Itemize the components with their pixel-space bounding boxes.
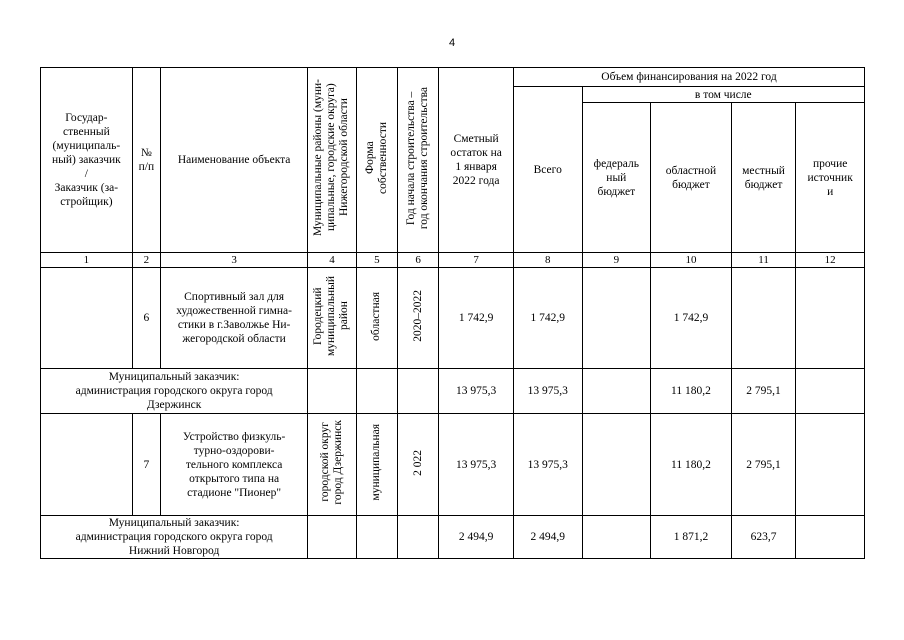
regional-value: 11 180,2: [651, 414, 732, 516]
customer-row: [41, 516, 865, 559]
empty-cell: [356, 369, 397, 414]
federal-value: [582, 268, 651, 369]
other-value: [796, 268, 865, 369]
header-years: Год начала строительства – год окончания строительства: [397, 68, 438, 253]
header-ownership: Форма собственности: [356, 68, 397, 253]
total-value: 13 975,3: [513, 414, 582, 516]
column-number: 2: [132, 253, 160, 268]
header-number: № п/п: [132, 68, 160, 253]
object-number: 7: [132, 414, 160, 516]
object-years: 2020–2022: [397, 268, 438, 369]
regional-value: 1 871,2: [651, 516, 732, 559]
header-row-1: [41, 68, 865, 87]
federal-value: [582, 369, 651, 414]
total-value: 13 975,3: [513, 369, 582, 414]
column-number: 9: [582, 253, 651, 268]
local-value: 2 795,1: [731, 414, 796, 516]
total-value: 1 742,9: [513, 268, 582, 369]
financing-table: [40, 67, 865, 559]
object-name: Устройство физкуль- турно-оздорови- тельного комплекса открытого типа на стадионе "Пионер": [161, 414, 308, 516]
header-other: прочие источник и: [796, 103, 865, 253]
header-local: местный бюджет: [731, 103, 796, 253]
regional-value: 1 742,9: [651, 268, 732, 369]
customer-name: Муниципальный заказчик: администрация городского округа город Нижний Новгород: [41, 516, 308, 559]
table-row: [41, 268, 865, 369]
estimate-value: 1 742,9: [439, 268, 514, 369]
header-including: в том числе: [582, 87, 864, 103]
estimate-value: 13 975,3: [439, 369, 514, 414]
column-number: 11: [731, 253, 796, 268]
header-regional: областной бюджет: [651, 103, 732, 253]
customer-cell-empty: [41, 414, 133, 516]
empty-cell: [397, 369, 438, 414]
other-value: [796, 516, 865, 559]
header-estimate: Сметный остаток на 1 января 2022 года: [439, 68, 514, 253]
federal-value: [582, 414, 651, 516]
column-number: 4: [308, 253, 356, 268]
other-value: [796, 414, 865, 516]
estimate-value: 13 975,3: [439, 414, 514, 516]
empty-cell: [356, 516, 397, 559]
table-row: [41, 414, 865, 516]
column-number: 7: [439, 253, 514, 268]
header-customer: Государ- ственный (муниципаль- ный) заказчик / Заказчик (за- стройщик): [41, 68, 133, 253]
page-number: 4: [448, 37, 456, 49]
customer-row: [41, 369, 865, 414]
other-value: [796, 369, 865, 414]
column-number: 3: [161, 253, 308, 268]
object-ownership: областная: [356, 268, 397, 369]
header-district: Муниципальные районы (муни- ципальные, городские округа) Нижегородской области: [308, 68, 356, 253]
regional-value: 11 180,2: [651, 369, 732, 414]
header-total: Всего: [513, 87, 582, 253]
object-district: городской округ город Дзержинск: [308, 414, 356, 516]
header-object-name: Наименование объекта: [161, 68, 308, 253]
object-district: Городецкий муниципальный район: [308, 268, 356, 369]
local-value: [731, 268, 796, 369]
column-number: 12: [796, 253, 865, 268]
customer-name: Муниципальный заказчик: администрация городского округа город Дзержинск: [41, 369, 308, 414]
local-value: 623,7: [731, 516, 796, 559]
customer-cell-empty: [41, 268, 133, 369]
object-years: 2 022: [397, 414, 438, 516]
object-number: 6: [132, 268, 160, 369]
empty-cell: [308, 369, 356, 414]
column-number: 5: [356, 253, 397, 268]
local-value: 2 795,1: [731, 369, 796, 414]
object-name: Спортивный зал для художественной гимна- стики в г.Заволжье Ни- жегородской области: [161, 268, 308, 369]
column-number: 8: [513, 253, 582, 268]
column-number-row: [41, 253, 865, 268]
federal-value: [582, 516, 651, 559]
header-federal: федераль ный бюджет: [582, 103, 651, 253]
object-ownership: муниципальная: [356, 414, 397, 516]
empty-cell: [308, 516, 356, 559]
column-number: 10: [651, 253, 732, 268]
estimate-value: 2 494,9: [439, 516, 514, 559]
column-number: 6: [397, 253, 438, 268]
total-value: 2 494,9: [513, 516, 582, 559]
header-funding-group: Объем финансирования на 2022 год: [513, 68, 864, 87]
empty-cell: [397, 516, 438, 559]
column-number: 1: [41, 253, 133, 268]
